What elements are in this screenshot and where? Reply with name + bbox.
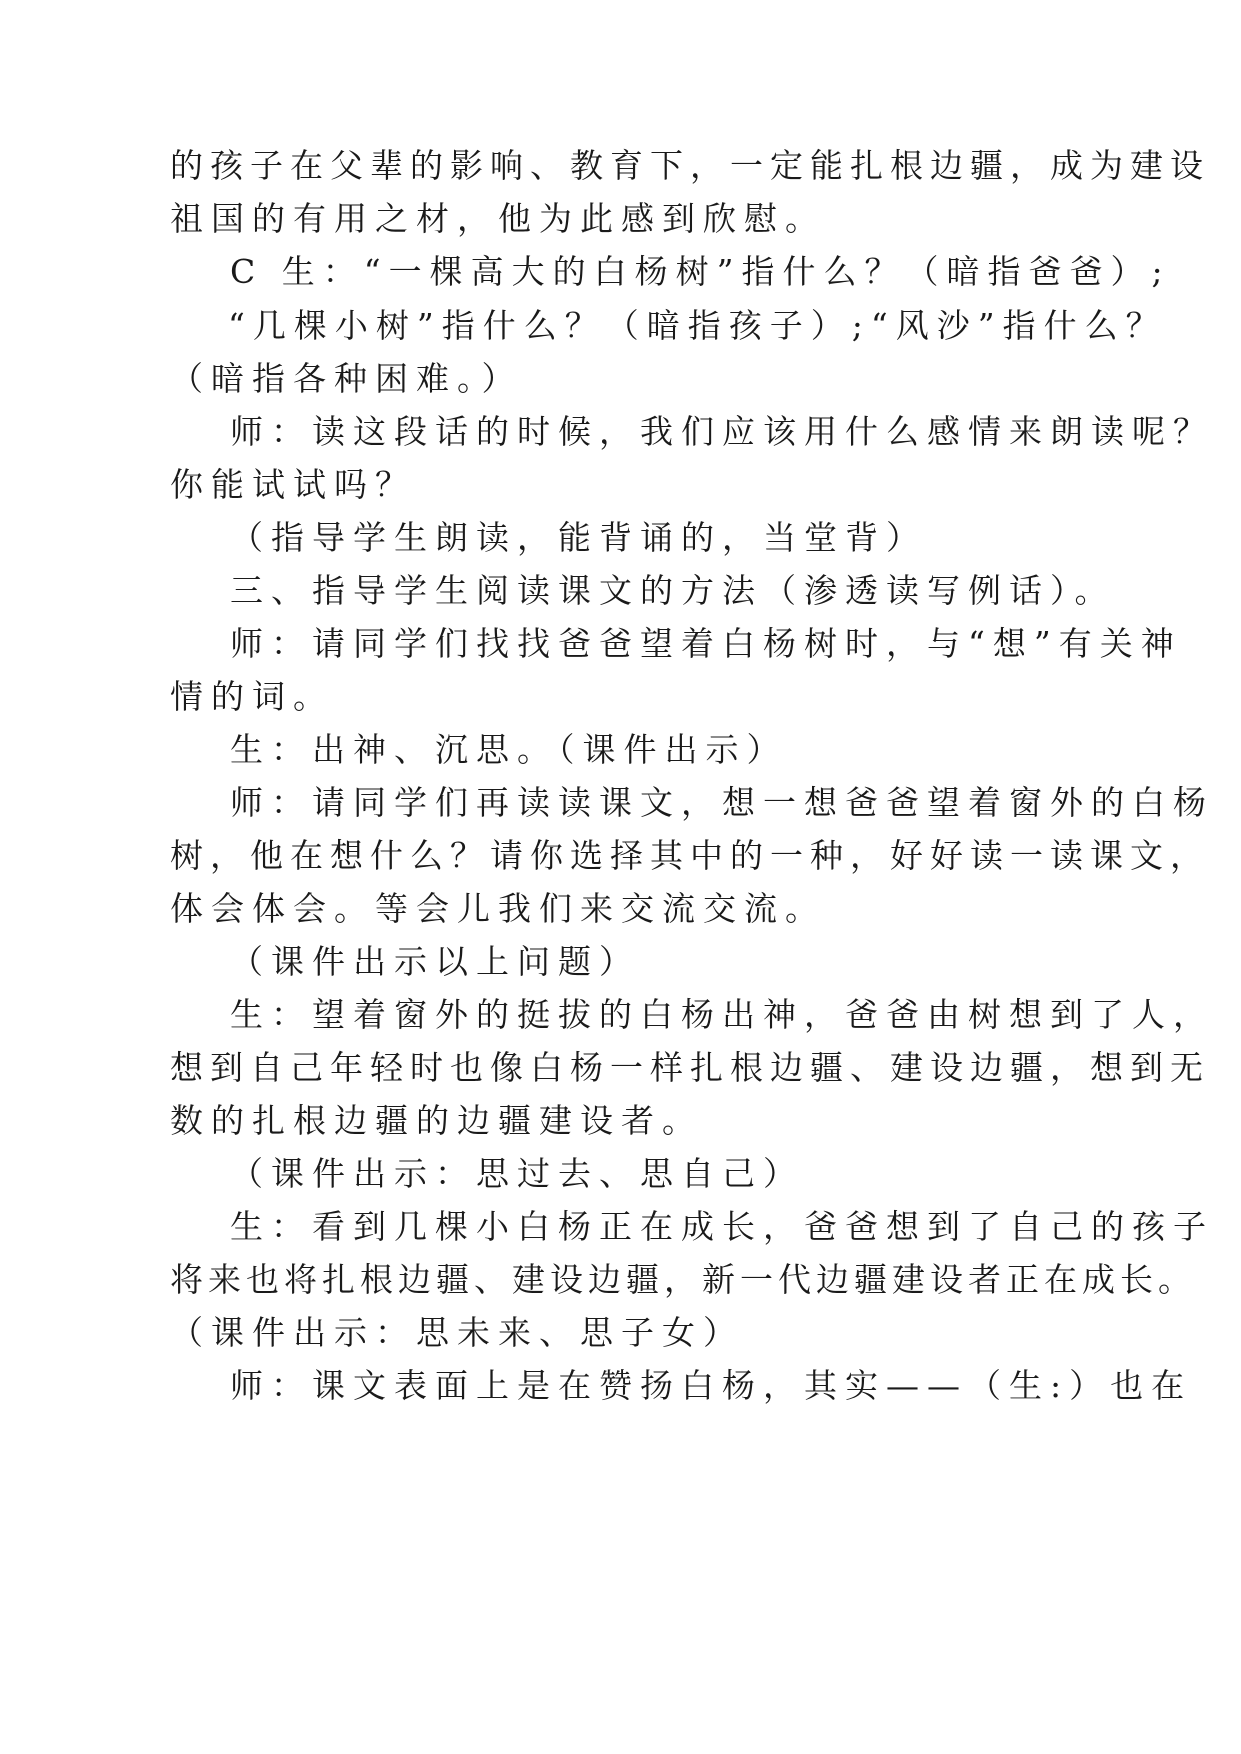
text-line: 师：请同学们找找爸爸望着白杨树时，与“想”有关神	[230, 624, 1182, 663]
text-line: 师：请同学们再读读课文，想一想爸爸望着窗外的白杨	[230, 783, 1214, 822]
text-line: 师：课文表面上是在赞扬白杨，其实——（生:）也在	[230, 1366, 1193, 1405]
text-line: 情的词。	[170, 677, 334, 716]
text-line: 数的扎根边疆的边疆建设者。	[170, 1101, 703, 1140]
text-line: （指导学生朗读，能背诵的，当堂背）	[230, 518, 927, 557]
text-line: 想到自己年轻时也像白杨一样扎根边疆、建设边疆，想到无	[170, 1048, 1210, 1087]
text-line: （课件出示：思过去、思自己）	[230, 1154, 804, 1193]
text-line: 祖国的有用之材，他为此感到欣慰。	[170, 199, 826, 238]
text-line: 体会体会。等会儿我们来交流交流。	[170, 889, 826, 928]
text-line: （暗指各种困难。）	[170, 359, 523, 398]
text-line: 生：看到几棵小白杨正在成长，爸爸想到了自己的孩子	[230, 1207, 1214, 1246]
text-line: 将来也将扎根边疆、建设边疆，新一代边疆建设者正在成长。	[170, 1260, 1196, 1299]
text-line: 的孩子在父辈的影响、教育下，一定能扎根边疆，成为建设	[170, 146, 1210, 185]
text-line: C 生：“一棵高大的白杨树”指什么？（暗指爸爸）;	[230, 252, 1171, 291]
text-line: 生：望着窗外的挺拔的白杨出神，爸爸由树想到了人，	[230, 995, 1214, 1034]
text-line: （课件出示以上问题）	[230, 942, 640, 981]
text-line: 三、指导学生阅读课文的方法（渗透读写例话）。	[230, 571, 1116, 610]
text-line: “几棵小树”指什么？（暗指孩子）;“风沙”指什么？	[228, 306, 1167, 345]
text-line: 师：读这段话的时候，我们应该用什么感情来朗读呢？	[230, 412, 1214, 451]
text-line: 生：出神、沉思。（课件出示）	[230, 730, 788, 769]
text-line: 你能试试吗？	[170, 465, 416, 504]
text-line: （课件出示：思未来、思子女）	[170, 1313, 744, 1352]
text-line: 树，他在想什么？请你选择其中的一种，好好读一读课文，	[170, 836, 1210, 875]
